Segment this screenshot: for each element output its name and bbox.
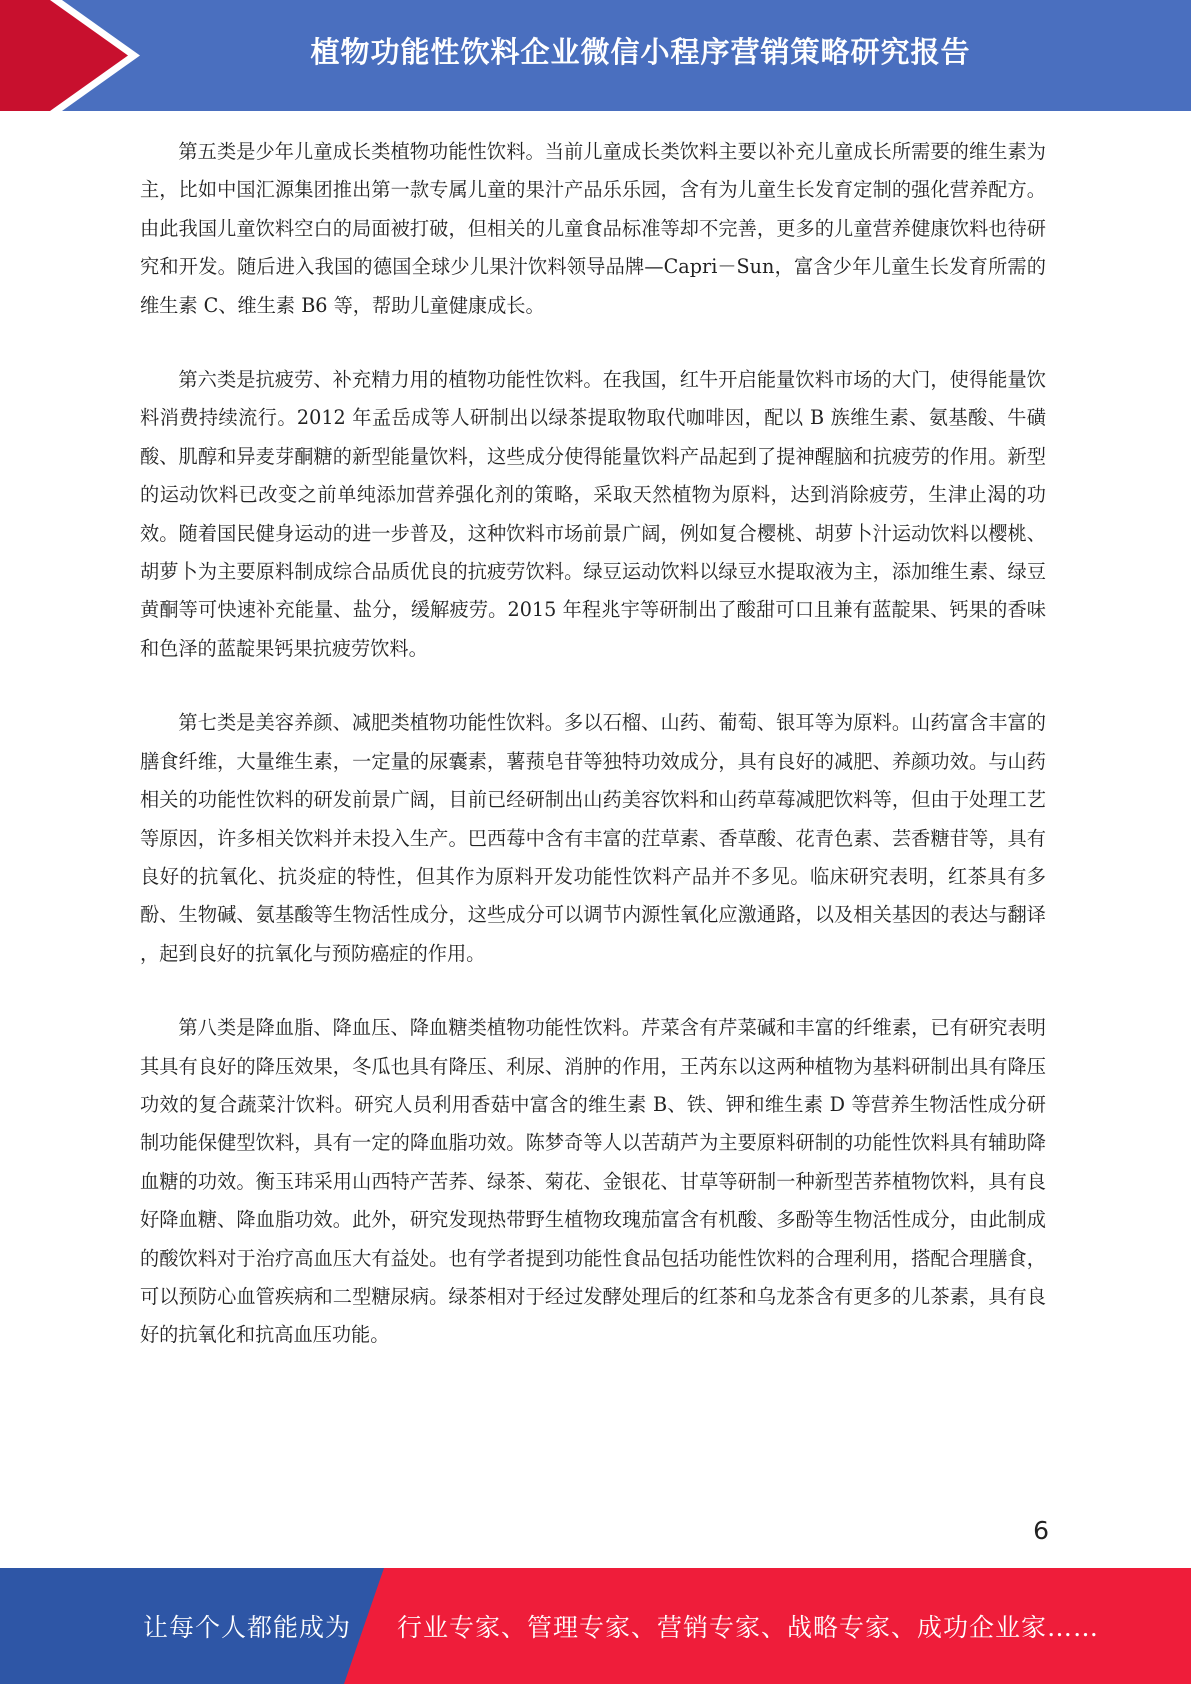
paragraph: 第五类是少年儿童成长类植物功能性饮料。当前儿童成长类饮料主要以补充儿童成长所需要的维生素为主，比如中国汇源集团推出第一款专属儿童的果汁产品乐乐园，含有为儿童生长发育定制的强化营养配方。由此我国儿童饮料空白的局面被打破，但相关的儿童食品标准等却不完善，更多的儿童营养健康饮料也待研究和开发。随后进入我国的德国全球少儿果汁饮料领导品牌—Capri－Sun，富含少年儿童生长发育所需的维生素 C、维生素 B6 等，帮助儿童健康成长。: [140, 140, 1046, 317]
body-text: [140, 133, 1046, 1391]
report-title: 植物功能性饮料企业微信小程序营销策略研究报告: [310, 34, 971, 69]
paragraph: 第七类是美容养颜、减肥类植物功能性饮料。多以石榴、山药、葡萄、银耳等为原料。山药富含丰富的膳食纤维，大量维生素，一定量的尿囊素，薯蓣皂苷等独特功效成分，具有良好的减肥、养颜功效。与山药相关的功能性饮料的研发前景广阔，目前已经研制出山药美容饮料和山药草莓减肥饮料等，但由于处理工艺等原因，许多相关饮料并未投入生产。巴西莓中含有丰富的茳草素、香草酸、花青色素、芸香糖苷等，具有良好的抗氧化、抗炎症的特性，但其作为原料开发功能性饮料产品并不多见。临床研究表明，红茶具有多酚、生物碱、氨基酸等生物活性成分，这些成分可以调节内源性氧化应激通路，以及相关基因的表达与翻译 ，起到良好的抗氧化与预防癌症的作用。: [140, 711, 1046, 965]
footer-slogan-right: 行业专家、管理专家、营销专家、战略专家、成功企业家……: [397, 1613, 1100, 1642]
paragraph: 第八类是降血脂、降血压、降血糖类植物功能性饮料。芹菜含有芹菜碱和丰富的纤维素，已有研究表明其具有良好的降压效果，冬瓜也具有降压、利尿、消肿的作用，王芮东以这两种植物为基料研制出具有降压功效的复合蔬菜汁饮料。研究人员利用香菇中富含的维生素 B、铁、钾和维生素 D 等营养生物活性成分研制功能保健型饮料，具有一定的降血脂功效。陈梦奇等人以苦葫芦为主要原料研制的功能性饮料具有辅助降血糖的功效。衡玉玮采用山西特产苦荞、绿茶、菊花、金银花、甘草等研制一种新型苦荞植物饮料，具有良好降血糖、降血脂功效。此外，研究发现热带野生植物玫瑰茄富含有机酸、多酚等生物活性成分，由此制成的酸饮料对于治疗高血压大有益处。也有学者提到功能性食品包括功能性饮料的合理利用，搭配合理膳食，可以预防心血管疾病和二型糖尿病。绿茶相对于经过发酵处理后的红茶和乌龙茶含有更多的儿茶素，具有良好的抗氧化和抗高血压功能。: [140, 1016, 1046, 1347]
page-number: 6: [1033, 1516, 1049, 1545]
page-header: [0, 0, 1191, 111]
header-arrow-icon: [0, 0, 150, 111]
page-footer: [0, 1568, 1191, 1684]
paragraph: 第六类是抗疲劳、补充精力用的植物功能性饮料。在我国，红牛开启能量饮料市场的大门，使得能量饮料消费持续流行。2012 年孟岳成等人研制出以绿茶提取物取代咖啡因，配以 B 族维生素、氨基酸、牛磺酸、肌醇和异麦芽酮糖的新型能量饮料，这些成分使得能量饮料产品起到了提神醒脑和抗疲劳的作用。新型的运动饮料已改变之前单纯添加营养强化剂的策略，采取天然植物为原料，达到消除疲劳，生津止渴的功效。随着国民健身运动的进一步普及，这种饮料市场前景广阔，例如复合樱桃、胡萝卜汁运动饮料以樱桃、胡萝卜为主要原料制成综合品质优良的抗疲劳饮料。绿豆运动饮料以绿豆水提取液为主，添加维生素、绿豆黄酮等可快速补充能量、盐分，缓解疲劳。2015 年程兆宇等研制出了酸甜可口且兼有蓝靛果、钙果的香味和色泽的蓝靛果钙果抗疲劳饮料。: [140, 368, 1046, 660]
footer-slogan-left: 让每个人都能成为: [143, 1613, 352, 1642]
